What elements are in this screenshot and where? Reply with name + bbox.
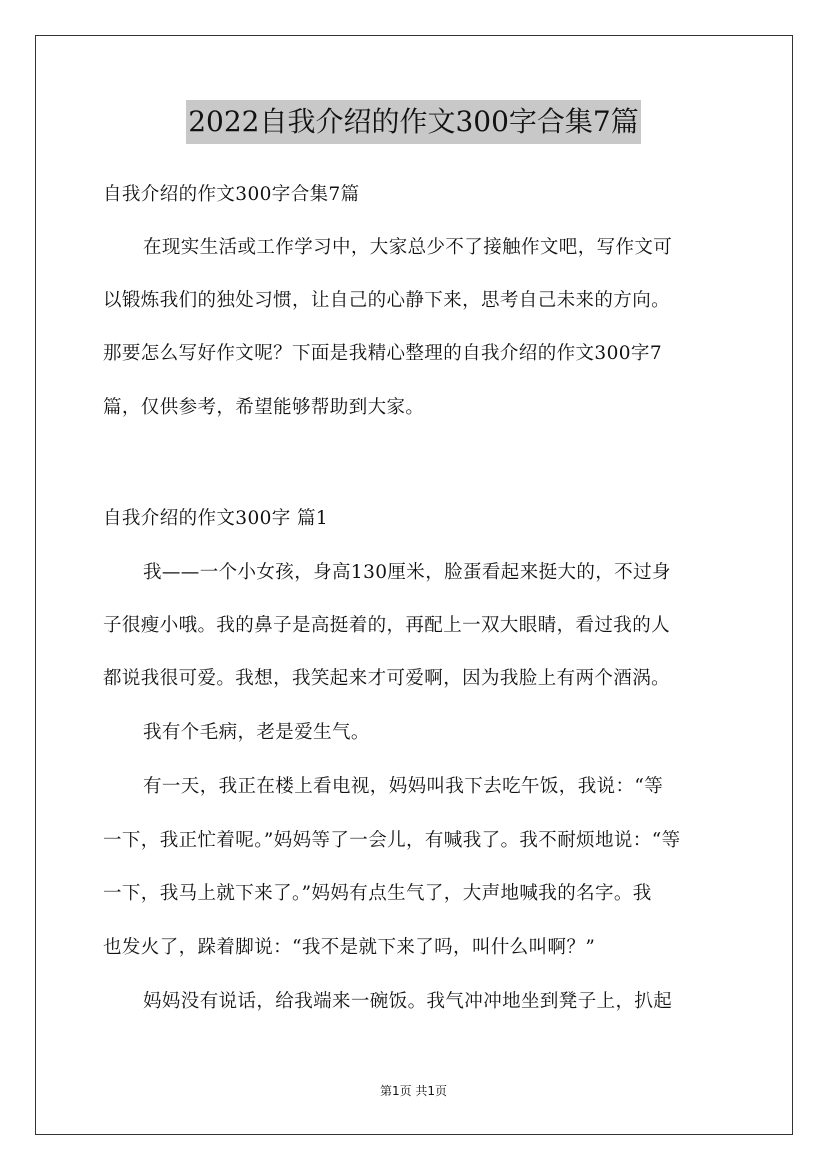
paragraph-line: 妈妈没有说话，给我端来一碗饭。我气冲冲地坐到凳子上，扒起 [143, 991, 673, 1012]
intro-line: 在现实生活或工作学习中，大家总少不了接触作文吧，写作文可 [143, 237, 673, 258]
paragraph-line: 一下，我正忙着呢。”妈妈等了一会儿，有喊我了。我不耐烦地说：“等 [103, 830, 681, 851]
paragraph-line: 都说我很可爱。我想，我笑起来才可爱啊，因为我脸上有两个酒涡。 [103, 668, 671, 689]
paragraph-line: 我有个毛病，老是爱生气。 [143, 722, 370, 743]
section-heading: 自我介绍的作文300字 篇1 [103, 508, 329, 529]
paragraph-line: 有一天，我正在楼上看电视，妈妈叫我下去吃午饭，我说：“等 [143, 776, 664, 797]
paragraph-line: 也发火了，跺着脚说：“我不是就下来了吗，叫什么叫啊？” [103, 937, 596, 958]
intro-line: 篇，仅供参考，希望能够帮助到大家。 [103, 397, 425, 418]
page-footer: 第1页 共1页 [379, 1084, 448, 1098]
paragraph-line: 我——一个小女孩，身高130厘米，脸蛋看起来挺大的，不过身 [143, 562, 671, 583]
paragraph-line: 子很瘦小哦。我的鼻子是高挺着的，再配上一双大眼睛，看过我的人 [103, 615, 671, 636]
document-subtitle: 自我介绍的作文300字合集7篇 [103, 184, 360, 205]
document-title-row [0, 100, 827, 144]
intro-line: 以锻炼我们的独处习惯，让自己的心静下来，思考自己未来的方向。 [103, 290, 671, 311]
document-title: 2022自我介绍的作文300字合集7篇 [186, 100, 641, 144]
intro-line: 那要怎么写好作文呢？下面是我精心整理的自我介绍的作文300字7 [103, 343, 662, 364]
paragraph-line: 一下，我马上就下来了。”妈妈有点生气了，大声地喊我的名字。我 [103, 883, 652, 904]
